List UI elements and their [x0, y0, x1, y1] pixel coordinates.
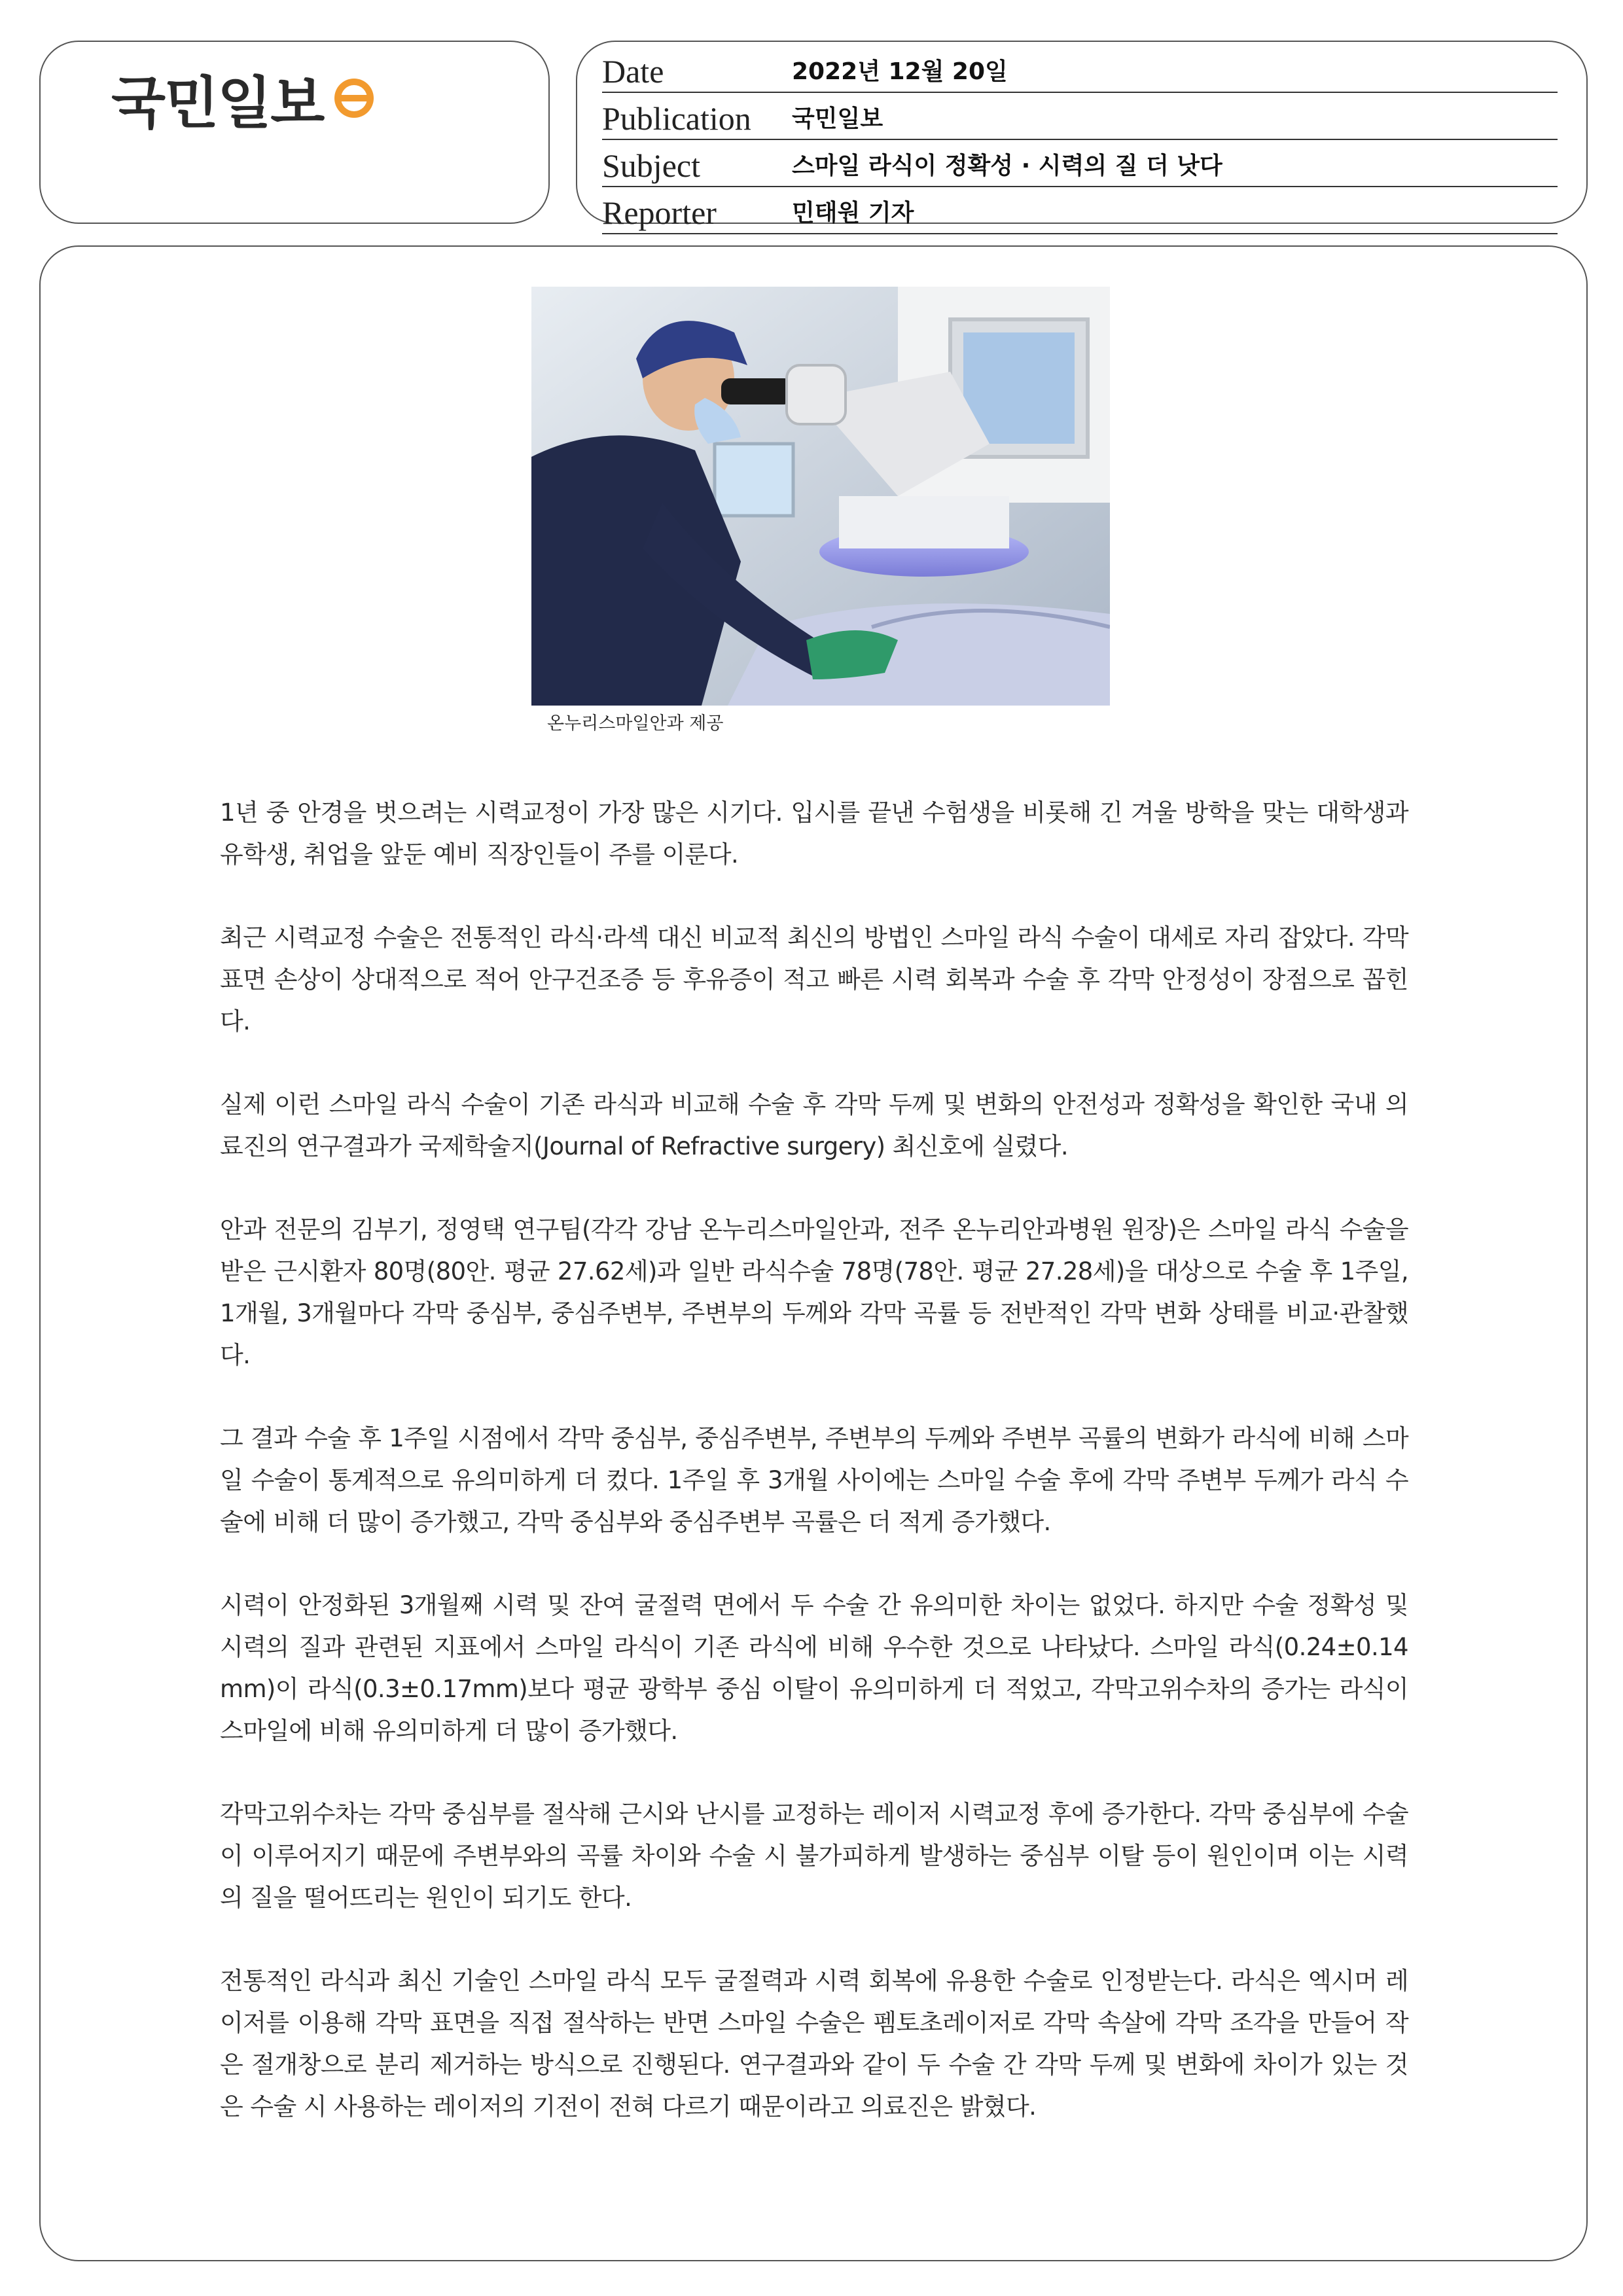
surgery-photo-illustration: [531, 287, 1110, 706]
meta-key: Date: [602, 46, 792, 92]
article-photo: [531, 287, 1110, 706]
article-paragraph: 1년 중 안경을 벗으려는 시력교정이 가장 많은 시기다. 입시를 끝낸 수험생을 비롯해 긴 겨울 방학을 맞는 대학생과 유학생, 취업을 앞둔 예비 직장인들이 주를 이룬다.: [220, 798, 1408, 869]
logo-emblem-icon: [331, 75, 377, 121]
article-paragraph: 실제 이런 스마일 라식 수술이 기존 라식과 비교해 수술 후 각막 두께 및 변화의 안전성과 정확성을 확인한 국내 의료진의 연구결과가 국제학술지(Journal of Refractive surgery) 최신호에 실렸다.: [220, 1090, 1408, 1160]
meta-row-publication: [602, 92, 1558, 139]
article-paragraph: 안과 전문의 김부기, 정영택 연구팀(각각 강남 온누리스마일안과, 전주 온누리안과병원 원장)은 스마일 라식 수술을 받은 근시환자 80명(80안. 평균 27.62세)과 일반 라식수술 78명(78안. 평균 27.28세)을 대상으로 수술 후 1주일, 1개월, 3개월마다 각막 중심부, 중심주변부, 주변부의 두께와 각막 곡률 등 전반적인 각막 변화 상태를 비교·관찰했다.: [220, 1215, 1408, 1369]
logo-text: 국민일보: [111, 71, 324, 136]
meta-row-date: [602, 46, 1558, 92]
metadata-box: [576, 41, 1588, 231]
meta-value: 국민일보: [792, 92, 1558, 139]
meta-value: 민태원 기자: [792, 187, 1558, 234]
meta-key: Publication: [602, 92, 792, 139]
meta-row-subject: [602, 139, 1558, 187]
metadata-table: [602, 46, 1558, 234]
meta-key: Reporter: [602, 187, 792, 234]
meta-value: 2022년 12월 20일: [792, 46, 1558, 92]
meta-row-reporter: [602, 187, 1558, 234]
article-body: [220, 792, 1408, 2169]
article-paragraph: 그 결과 수술 후 1주일 시점에서 각막 중심부, 중심주변부, 주변부의 두께와 주변부 곡률의 변화가 라식에 비해 스마일 수술이 통계적으로 유의미하게 더 컸다. 1주일 후 3개월 사이에는 스마일 수술 후에 각막 주변부 두께가 라식 수술에 비해 더 많이 증가했고, 각막 중심부와 중심주변부 곡률은 더 적게 증가했다.: [220, 1424, 1408, 1536]
article-paragraph: 시력이 안정화된 3개월째 시력 및 잔여 굴절력 면에서 두 수술 간 유의미한 차이는 없었다. 하지만 수술 정확성 및 시력의 질과 관련된 지표에서 스마일 라식이 기존 라식에 비해 우수한 것으로 나타났다. 스마일 라식(0.24±0.14 mm)이 라식(0.3±0.17mm)보다 평균 광학부 중심 이탈이 유의미하게 더 적었고, 각막고위수차의 증가는 라식이 스마일에 비해 유의미하게 더 많이 증가했다.: [220, 1591, 1408, 1745]
meta-key: Subject: [602, 139, 792, 187]
newspaper-logo: [111, 58, 377, 139]
meta-value: 스마일 라식이 정확성 · 시력의 질 더 낫다: [792, 139, 1558, 187]
article-paragraph: 최근 시력교정 수술은 전통적인 라식·라섹 대신 비교적 최신의 방법인 스마일 라식 수술이 대세로 자리 잡았다. 각막 표면 손상이 상대적으로 적어 안구건조증 등 후유증이 적고 빠른 시력 회복과 수술 후 각막 안정성이 장점으로 꼽힌다.: [220, 924, 1408, 1035]
article-paragraph: 각막고위수차는 각막 중심부를 절삭해 근시와 난시를 교정하는 레이저 시력교정 후에 증가한다. 각막 중심부에 수술이 이루어지기 때문에 주변부와의 곡률 차이와 수술 시 불가피하게 발생하는 중심부 이탈 등이 원인이며 이는 시력의 질을 떨어뜨리는 원인이 되기도 한다.: [220, 1800, 1408, 1912]
photo-caption: 온누리스마일안과 제공: [547, 713, 724, 734]
article-paragraph: 전통적인 라식과 최신 기술인 스마일 라식 모두 굴절력과 시력 회복에 유용한 수술로 인정받는다. 라식은 엑시머 레이저를 이용해 각막 표면을 직접 절삭하는 반면 스마일 수술은 펨토초레이저로 각막 속살에 각막 조각을 만들어 작은 절개창으로 분리 제거하는 방식으로 진행된다. 연구결과와 같이 두 수술 간 각막 두께 및 변화에 차이가 있는 것은 수술 시 사용하는 레이저의 기전이 전혀 다르기 때문이라고 의료진은 밝혔다.: [220, 1967, 1408, 2121]
